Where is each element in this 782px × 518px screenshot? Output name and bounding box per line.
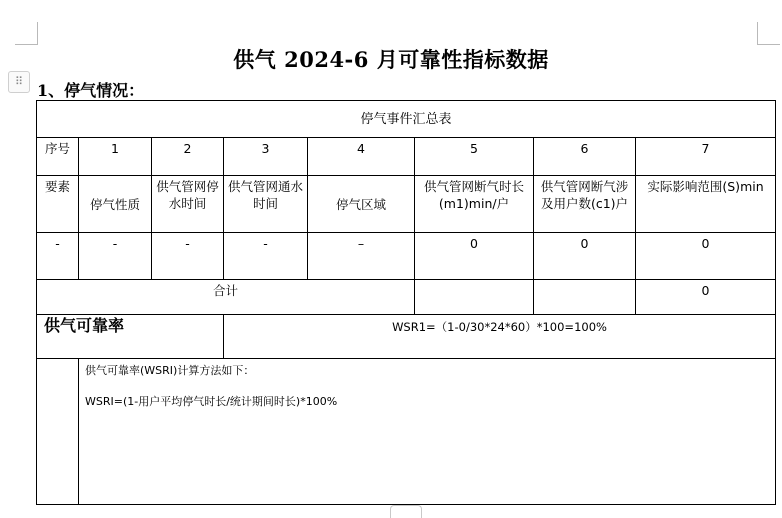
column-header: 供气管网断气时长(m1)min/户	[415, 176, 534, 233]
column-header: 供气管网停水时间	[152, 176, 224, 233]
column-index: 2	[152, 138, 224, 176]
table-row	[37, 315, 776, 359]
spacer	[85, 379, 769, 394]
method-line: 供气可靠率(WSRI)计算方法如下：	[85, 364, 255, 377]
column-index: 1	[79, 138, 152, 176]
total-label: 合计	[37, 280, 415, 315]
column-index: 4	[308, 138, 415, 176]
table-row	[37, 359, 776, 505]
table-cell: -	[37, 233, 79, 280]
table-row	[37, 280, 776, 315]
outage-summary-table	[36, 100, 776, 505]
reliability-label: 供气可靠率	[37, 315, 224, 359]
page-corner-mark-top-left	[15, 22, 38, 45]
method-line: WSRI=(1-用户平均停气时长/统计期间时长)*100%	[85, 395, 338, 408]
page-title: 供气 2024-6 月可靠性指标数据	[233, 47, 549, 72]
column-header: 供气管网通水时间	[224, 176, 308, 233]
table-cell	[415, 280, 534, 315]
column-header: 停气性质	[79, 176, 152, 233]
table-row	[37, 138, 776, 176]
table-cell: -	[224, 233, 308, 280]
drag-handle-icon[interactable]: ⠿	[8, 71, 30, 93]
column-header: 停气区域	[308, 176, 415, 233]
table-row	[37, 176, 776, 233]
table-cell: 0	[534, 233, 636, 280]
table-cell: 0	[636, 233, 776, 280]
field-label: 要素	[37, 176, 79, 233]
column-index: 3	[224, 138, 308, 176]
index-label: 序号	[37, 138, 79, 176]
reliability-formula: WSR1=（1-0/30*24*60）*100=100%	[224, 315, 776, 359]
table-cell: -	[152, 233, 224, 280]
column-index: 5	[415, 138, 534, 176]
table-cell: 0	[636, 280, 776, 315]
table-cell: –	[308, 233, 415, 280]
table-caption: 停气事件汇总表	[37, 101, 776, 138]
column-index: 6	[534, 138, 636, 176]
table-cell	[37, 359, 79, 505]
column-header: 实际影响范围(S)min	[636, 176, 776, 233]
table-cell: -	[79, 233, 152, 280]
column-index: 7	[636, 138, 776, 176]
table-cell: 0	[415, 233, 534, 280]
section-heading: 1、停气情况：	[37, 81, 145, 100]
page-corner-mark-top-right	[757, 22, 780, 45]
column-header: 供气管网断气涉及用户数(c1)户	[534, 176, 636, 233]
add-row-tab[interactable]	[390, 505, 422, 518]
table-cell	[534, 280, 636, 315]
table-row	[37, 233, 776, 280]
calculation-method	[79, 359, 776, 505]
